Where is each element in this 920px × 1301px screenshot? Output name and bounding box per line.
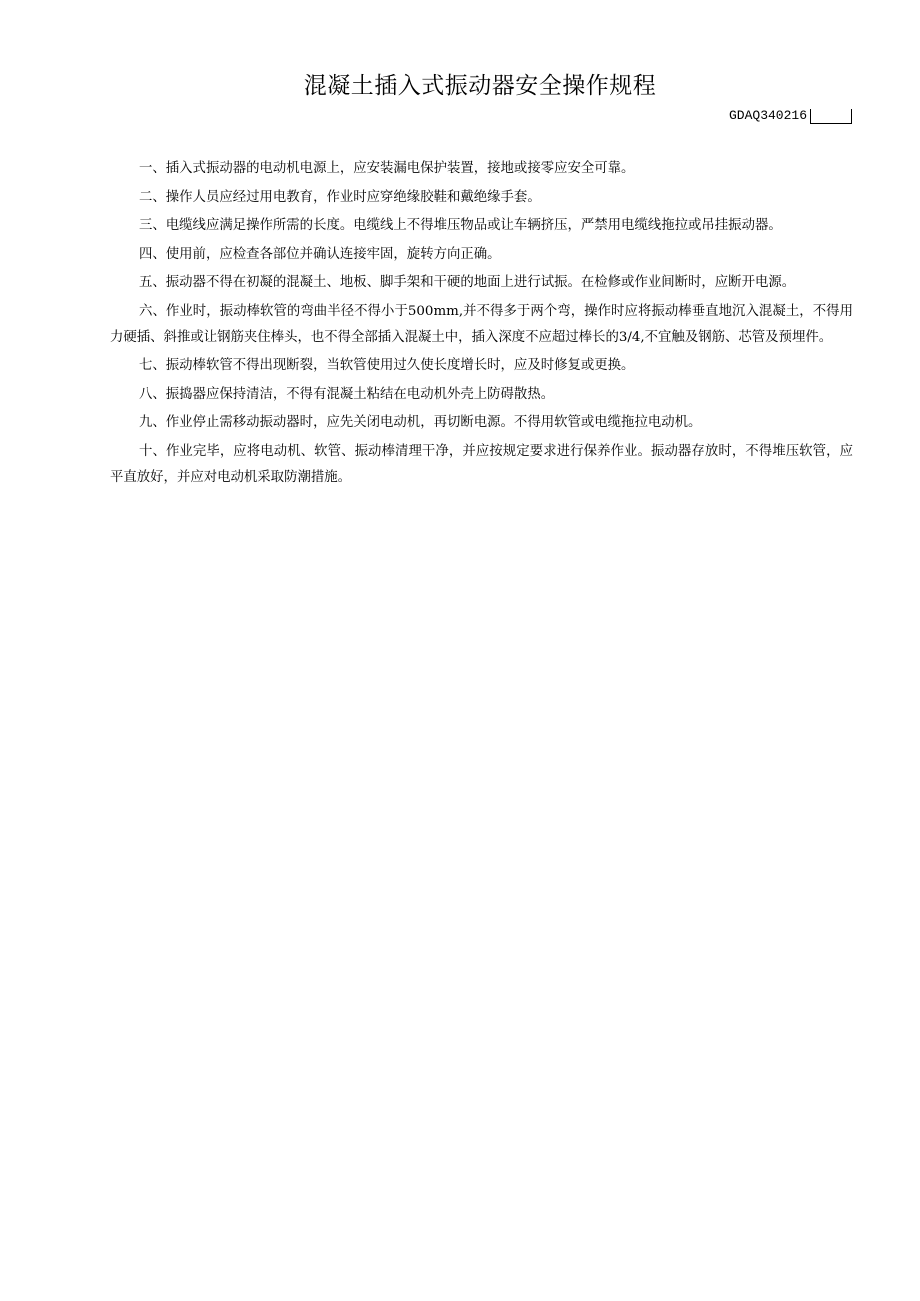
document-code-line xyxy=(729,106,852,126)
paragraph-6: 六、作业时，振动棒软管的弯曲半径不得小于500mm,并不得多于两个弯，操作时应将振动棒垂直地沉入混凝土，不得用力硬插、斜推或让钢筋夹住棒头，也不得全部插入混凝土中，插入深度不应超过棒长的3/4,不宜触及钢筋、芯管及预埋件。 xyxy=(110,303,853,345)
paragraph-9: 九、作业停止需移动振动器时，应先关闭电动机，再切断电源。不得用软管或电缆拖拉电动机。 xyxy=(139,415,702,430)
paragraph-1: 一、插入式振动器的电动机电源上，应安装漏电保护装置，接地或接零应安全可靠。 xyxy=(139,161,635,176)
paragraph-3: 三、电缆线应满足操作所需的长度。电缆线上不得堆压物品或让车辆挤压，严禁用电缆线拖拉或吊挂振动器。 xyxy=(139,218,782,233)
document-title: 混凝土插入式振动器安全操作规程 xyxy=(303,73,657,99)
document-body xyxy=(110,156,853,493)
paragraph-10: 十、作业完毕，应将电动机、软管、振动棒清理干净，并应按规定要求进行保养作业。振动器存放时，不得堆压软管，应平直放好，并应对电动机采取防潮措施。 xyxy=(110,443,853,485)
paragraph-7: 七、振动棒软管不得出现断裂，当软管使用过久使长度增长时，应及时修复或更换。 xyxy=(139,358,635,373)
paragraph-2: 二、操作人员应经过用电教育，作业时应穿绝缘胶鞋和戴绝缘手套。 xyxy=(139,189,541,205)
paragraph-8: 八、振捣器应保持清洁，不得有混凝土粘结在电动机外壳上防碍散热。 xyxy=(139,386,555,402)
code-blank-box xyxy=(810,109,852,124)
paragraph-4: 四、使用前，应检查各部位并确认连接牢固，旋转方向正确。 xyxy=(139,246,501,262)
paragraph-5: 五、振动器不得在初凝的混凝土、地板、脚手架和干硬的地面上进行试振。在检修或作业间断时，应断开电源。 xyxy=(139,275,796,290)
document-code: GDAQ340216 xyxy=(728,108,807,123)
